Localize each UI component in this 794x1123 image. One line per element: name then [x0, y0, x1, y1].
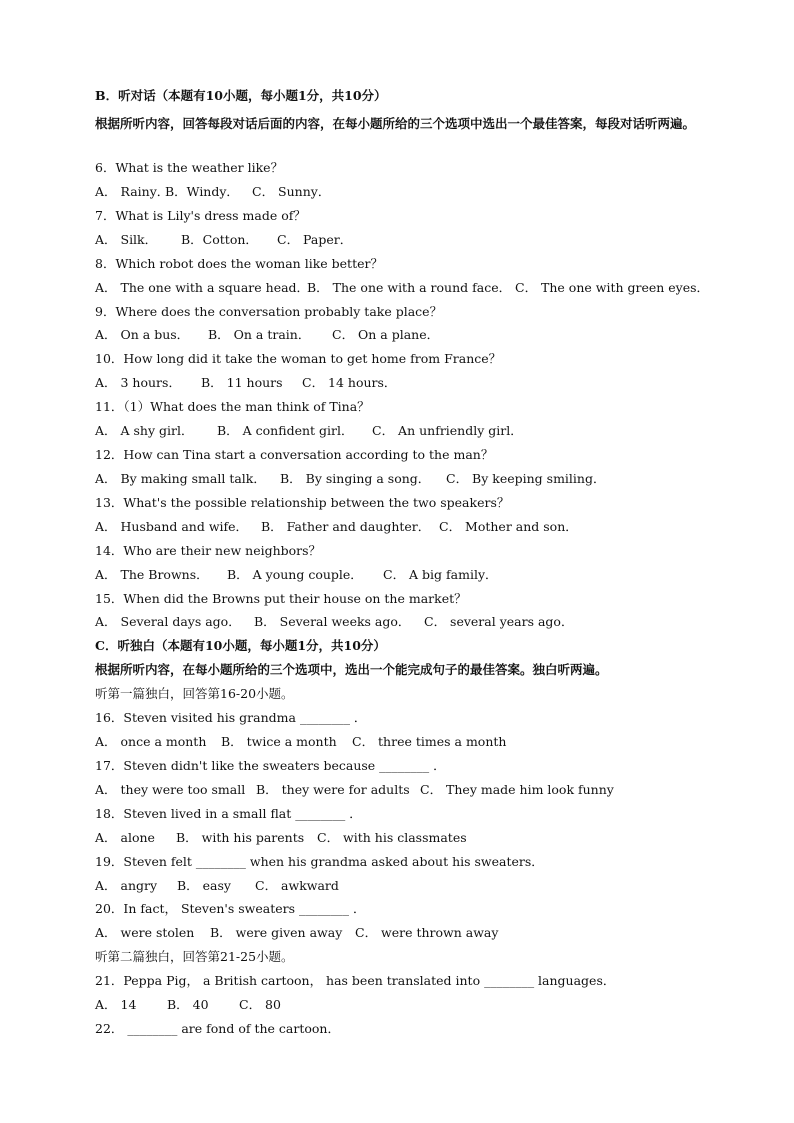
monologue-1-note: 听第一篇独白，回答第16-20小题。: [95, 686, 294, 701]
option-a: A． A shy girl．: [95, 423, 194, 438]
option-c: C． On a plane．: [332, 327, 440, 342]
option-c: C． three times a month: [352, 734, 507, 749]
option-a: A． On a bus．: [95, 327, 190, 342]
question-17: 17．Steven didn't like the sweaters because ________ ．: [95, 758, 446, 773]
option-a: A． they were too small: [95, 782, 246, 797]
option-c: C． They made him look funny: [420, 782, 614, 797]
options-15: [95, 614, 704, 630]
option-c: C． with his classmates: [317, 830, 467, 845]
options-20: [95, 925, 704, 941]
option-b: B． 11 hours: [201, 375, 283, 390]
option-c: C． An unfriendly girl．: [372, 423, 523, 438]
question-7: 7．What is Lily's dress made of？: [95, 208, 306, 223]
options-14: [95, 567, 704, 583]
option-b: B． Father and daughter．: [261, 519, 431, 534]
options-13: [95, 519, 704, 535]
option-b: B． they were for adults: [256, 782, 410, 797]
option-c: C． The one with green eyes．: [515, 280, 710, 295]
option-a: A． Several days ago．: [95, 614, 241, 629]
option-b: B． On a train．: [208, 327, 311, 342]
option-c: C． By keeping smiling．: [446, 471, 606, 486]
option-b: B． A young couple．: [227, 567, 363, 582]
section-c-instruction: 根据所听内容，在每小题所给的三个选项中，选出一个能完成句子的最佳答案。独白听两遍。: [95, 662, 608, 677]
option-c: C． Mother and son．: [439, 519, 578, 534]
options-18: [95, 830, 704, 846]
option-a: A． 3 hours．: [95, 375, 181, 390]
question-18: 18．Steven lived in a small flat ________ ．: [95, 806, 362, 821]
options-17: [95, 782, 704, 798]
question-16: 16．Steven visited his grandma ________ ．: [95, 710, 367, 725]
option-a: A． alone: [95, 830, 155, 845]
question-19: 19．Steven felt ________ when his grandma asked about his sweaters．: [95, 854, 544, 869]
question-12: 12．How can Tina start a conversation according to the man？: [95, 447, 494, 462]
option-c: C． A big family．: [383, 567, 498, 582]
option-b: B． The one with a round face．: [307, 280, 512, 295]
section-c-title: C．听独白（本题有10小题，每小题1分，共10分）: [95, 638, 386, 653]
question-6: 6．What is the weather like？: [95, 160, 284, 175]
option-b: B． with his parents: [176, 830, 305, 845]
option-c: C． Paper．: [277, 232, 353, 247]
option-b: B． By singing a song．: [280, 471, 431, 486]
option-c: C． awkward: [255, 878, 339, 893]
option-a: A． Silk．: [95, 232, 158, 247]
options-8: [95, 280, 710, 296]
option-b: B． A confident girl．: [217, 423, 354, 438]
question-22: 22． ________ are fond of the cartoon．: [95, 1021, 340, 1036]
question-21: 21．Peppa Pig， a British cartoon， has been translated into ________ languages．: [95, 973, 616, 988]
option-c: C． several years ago．: [424, 614, 574, 629]
option-b: B． were given away: [210, 925, 343, 940]
options-10: [95, 375, 704, 391]
options-21: [95, 997, 704, 1013]
option-c: C． were thrown away: [355, 925, 499, 940]
option-c: C． 14 hours．: [302, 375, 397, 390]
question-9: 9．Where does the conversation probably take place？: [95, 304, 443, 319]
question-10: 10．How long did it take the woman to get home from France？: [95, 351, 502, 366]
option-b: B．Windy．: [165, 184, 239, 199]
option-b: B．Cotton．: [181, 232, 258, 247]
option-a: A． were stolen: [95, 925, 195, 940]
option-a: A． The Browns．: [95, 567, 209, 582]
section-b-instruction: 根据所听内容，回答每段对话后面的内容，在每小题所给的三个选项中选出一个最佳答案，每段对话听两遍。: [95, 116, 696, 131]
options-9: [95, 327, 704, 343]
question-8: 8．Which robot does the woman like better？: [95, 256, 383, 271]
option-b: B． 40: [167, 997, 209, 1012]
option-c: C． Sunny．: [252, 184, 331, 199]
option-a: A． Rainy．: [95, 184, 170, 199]
option-a: A． 14: [95, 997, 137, 1012]
option-a: A． angry: [95, 878, 158, 893]
option-b: B． easy: [177, 878, 231, 893]
option-a: A． By making small talk．: [95, 471, 266, 486]
question-11: 11．（1）What does the man think of Tina？: [95, 399, 370, 414]
option-b: B． twice a month: [221, 734, 337, 749]
options-11: [95, 423, 704, 439]
option-b: B． Several weeks ago．: [254, 614, 411, 629]
question-15: 15．When did the Browns put their house on the market？: [95, 591, 467, 606]
section-b-title: B．听对话（本题有10小题，每小题1分，共10分）: [95, 88, 387, 103]
question-13: 13．What's the possible relationship between the two speakers？: [95, 495, 510, 510]
question-20: 20．In fact， Steven's sweaters ________ ．: [95, 901, 366, 916]
options-19: [95, 878, 704, 894]
monologue-2-note: 听第二篇独白，回答第21-25小题。: [95, 949, 294, 964]
option-c: C． 80: [239, 997, 281, 1012]
options-7: [95, 232, 704, 248]
option-a: A． once a month: [95, 734, 207, 749]
options-12: [95, 471, 704, 487]
option-a: A． The one with a square head．: [95, 280, 310, 295]
options-16: [95, 734, 704, 750]
option-a: A． Husband and wife．: [95, 519, 249, 534]
question-14: 14．Who are their new neighbors？: [95, 543, 322, 558]
options-6: [95, 184, 704, 200]
